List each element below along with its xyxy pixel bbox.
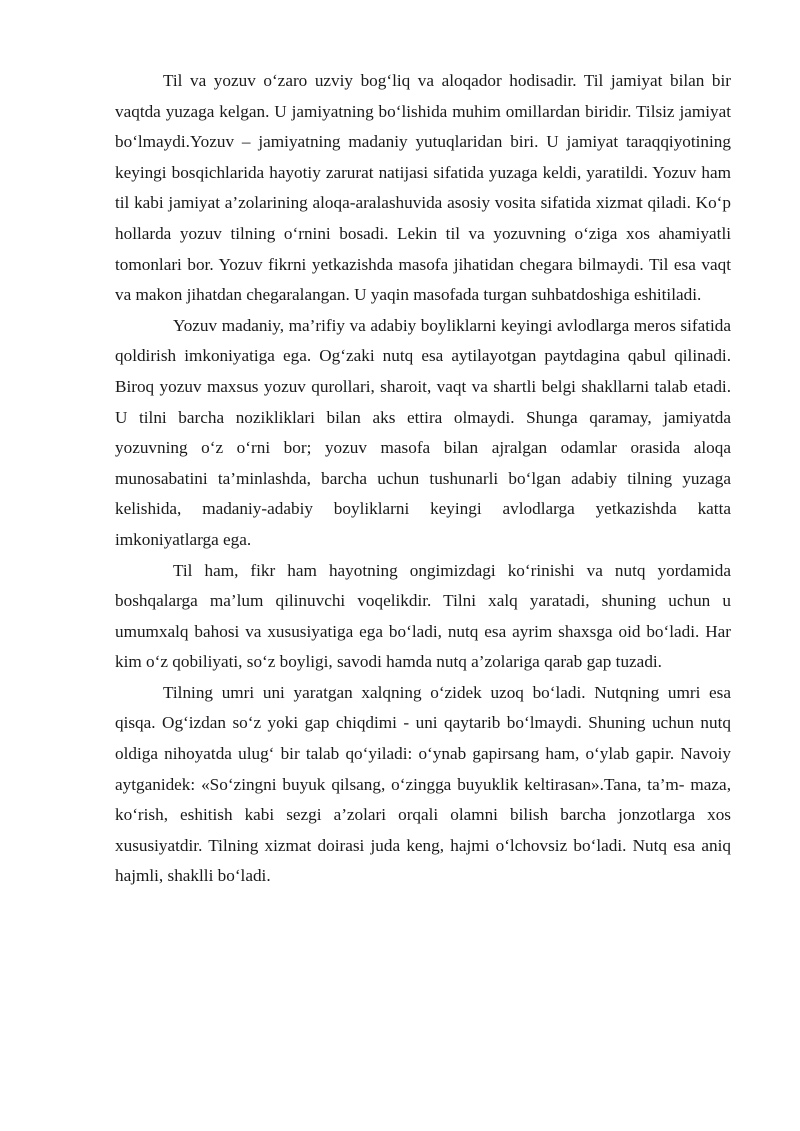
document-body (115, 66, 731, 892)
paragraph-1: Til va yozuv o‘zaro uzviy bog‘liq va aloqador hodisadir. Til jamiyat bilan bir vaqtda yuzaga kelgan. U jamiyatning bo‘lishida muhim omillardan biridir. Tilsiz jamiyat bo‘lmaydi.Yozuv – jamiyatning madaniy yutuqlaridan biri. U jamiyat taraqqiyotining keyingi bosqichlarida hayotiy zarurat natijasi sifatida yuzaga keldi, yaratildi. Yozuv ham til kabi jamiyat a’zolarining aloqa-aralashuvida asosiy vosita sifatida xizmat qiladi. Ko‘p hollarda yozuv tilning o‘rnini bosadi. Lekin til va yozuvning o‘ziga xos ahamiyatli tomonlari bor. Yozuv fikrni yetkazishda masofa jihatidan chegara bilmaydi. Til esa vaqt va makon jihatdan chegaralangan. U yaqin masofada turgan suhbatdoshiga eshitiladi. (115, 71, 731, 305)
paragraph-4: Tilning umri uni yaratgan xalqning o‘zidek uzoq bo‘ladi. Nutqning umri esa qisqa. Og‘izdan so‘z yoki gap chiqdimi - uni qaytarib bo‘lmaydi. Shuning uchun nutq oldiga nihoyatda ulug‘ bir talab qo‘yiladi: o‘ynab gapirsang ham, o‘ylab gapir. Navoiy aytganidek: «So‘zingni buyuk qilsang, o‘zingga buyuklik keltirasan».Tana, ta’m- maza, ko‘rish, eshitish kabi sezgi a’zolari orqali olamni bilish barcha jonzotlarga xos xususiyatdir. Tilning xizmat doirasi juda keng, hajmi o‘lchovsiz bo‘ladi. Nutq esa aniq hajmli, shaklli bo‘ladi. (115, 682, 731, 886)
paragraph-2: Yozuv madaniy, ma’rifiy va adabiy boyliklarni keyingi avlodlarga meros sifatida qoldirish imkoniyatiga ega. Og‘zaki nutq esa aytilayotgan paytdagina qabul qilinadi. Biroq yozuv maxsus yozuv qurollari, sharoit, vaqt va shartli belgi shakllarni talab etadi. U tilni barcha nozikliklari bilan aks ettira olmaydi. Shunga qaramay, jamiyatda yozuvning o‘z o‘rni bor; yozuv masofa bilan ajralgan odamlar orasida aloqa munosabatini ta’minlashda, barcha uchun tushunarli bo‘lgan adabiy tilning yuzaga kelishida, madaniy-adabiy boyliklarni keyingi avlodlarga yetkazishda katta imkoniyatlarga ega. (115, 315, 731, 549)
paragraph-3: Til ham, fikr ham hayotning ongimizdagi ko‘rinishi va nutq yordamida boshqalarga ma’lum qilinuvchi voqelikdir. Tilni xalq yaratadi, shuning uchun u umumxalq bahosi va xususiyatiga ega bo‘ladi, nutq esa ayrim shaxsga oid bo‘ladi. Har kim o‘z qobiliyati, so‘z boyligi, savodi hamda nutq a’zolariga qarab gap tuzadi. (115, 560, 731, 672)
